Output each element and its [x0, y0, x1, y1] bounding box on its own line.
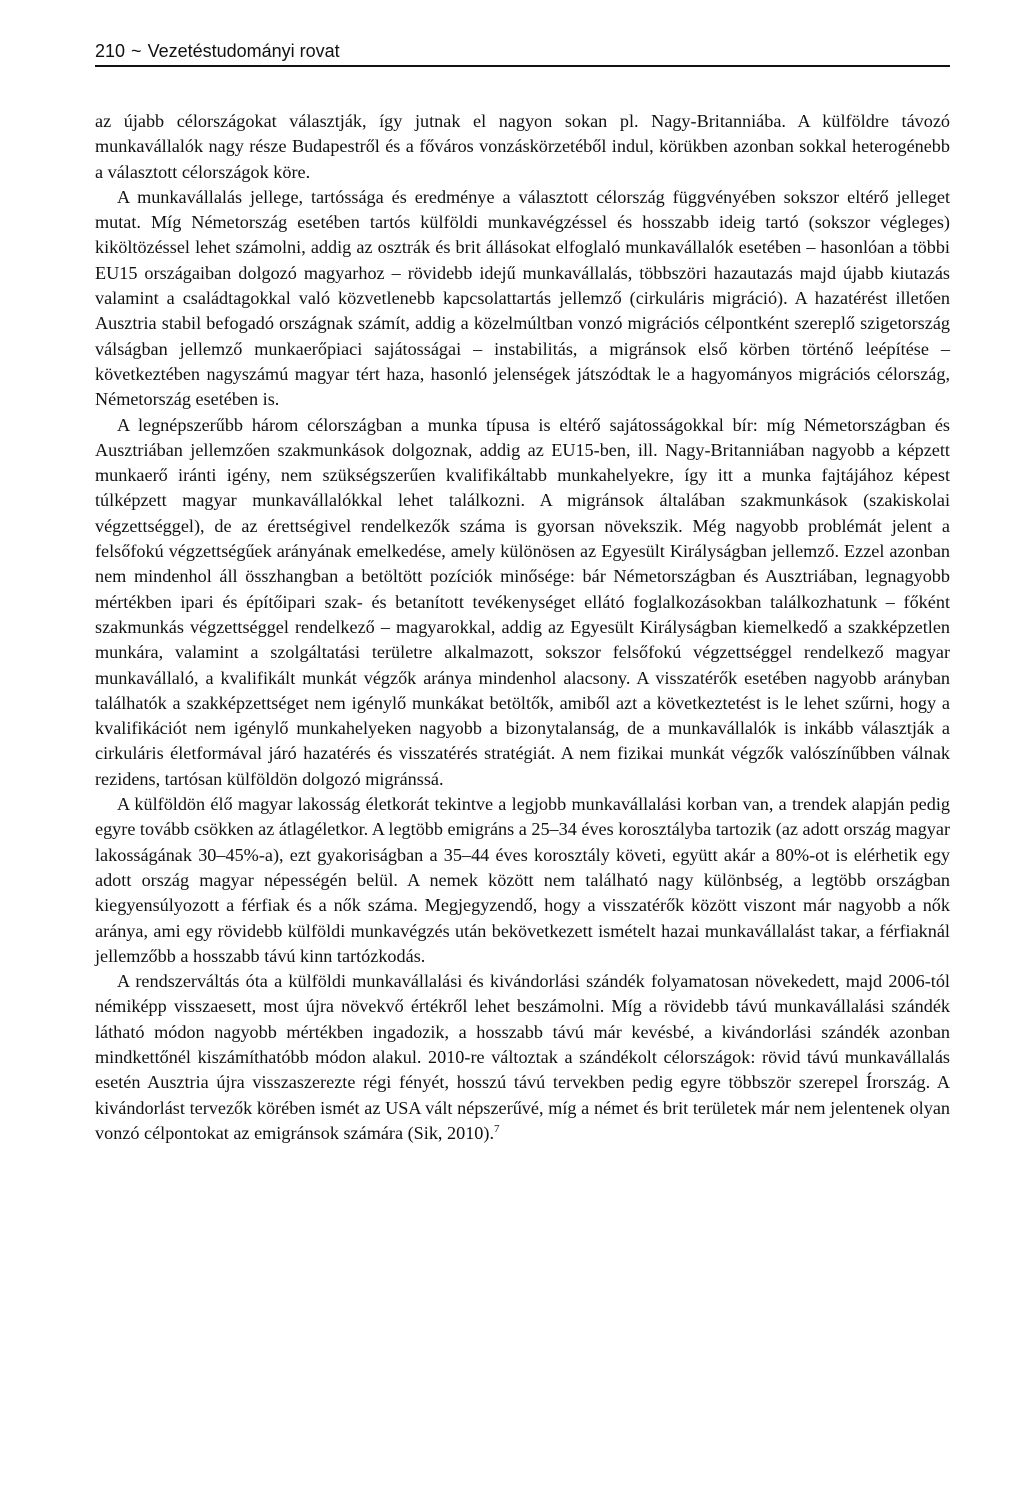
- page-number: 210: [95, 41, 126, 61]
- paragraph-5: [95, 969, 950, 1146]
- running-header: [95, 40, 950, 67]
- footnote-marker: 7: [494, 1122, 500, 1135]
- paragraph-2: A munkavállalás jellege, tartóssága és eredménye a választott célország függvényében sokszor eltérő jelleget mutat. Míg Németország esetében tartós külföldi munkavégzéssel és hosszabb ideig tartó (sokszor végleges) kiköltözéssel lehet számolni, addig az osztrák és brit állásokat elfoglaló munkavállalók esetében – hasonlóan a többi EU15 országaiban dolgozó magyarhoz – rövidebb idejű munkavállalás, többszöri hazautazás majd újabb kiutazás valamint a családtagokkal való közvetlenebb kapcsolattartás jellemző (cirkuláris migráció). A hazatérést illetően Ausztria stabil befogadó országnak számít, addig a közelmúltban vonzó migrációs célpontként szereplő szigetország válságban jellemző munkaerőpiaci sajátosságai – instabilitás, a migránsok első körben történő leépítése – következtében nagyszámú magyar tért haza, hasonló jelenségek játszódtak le a hagyományos migrációs célország, Németország esetében is.: [95, 186, 950, 410]
- paragraph-4: A külföldön élő magyar lakosság életkorát tekintve a legjobb munkavállalási korban van, a trendek alapján pedig egyre tovább csökken az átlagéletkor. A legtöbb emigráns a 25–34 éves korosztályba tartozik (az adott ország magyar lakosságának 30–45%-a), ezt gyakoriságban a 35–44 éves korosztály követi, együtt akár a 80%-ot is elérhetik egy adott ország magyar népességén belül. A nemek között nem található nagy különbség, a legtöbb országban kiegyensúlyozott a férfiak és a nők száma. Megjegyzendő, hogy a visszatérők között viszont már nagyobb a nők aránya, ami egy rövidebb külföldi munkavégzés után bekövetkezett ismételt hazai munkavállalást takar, a férfiaknál jellemzőbb a hosszabb távú kinn tartózkodás.: [95, 794, 951, 966]
- article-body: [95, 109, 950, 1146]
- paragraph-3: A legnépszerűbb három célországban a munka típusa is eltérő sajátosságokkal bír: míg Németországban és Ausztriában jellemzően szakmunkások dolgoznak, addig az EU15-ben, ill. Nagy-Britanniában nagyobb a képzett munkaerő iránti igény, nem szükségszerűen kvalifikáltabb munkahelyekre, így itt a munka fajtájához képest túlképzett magyar munkavállalókkal lehet találkozni. A migránsok általában szakmunkások (szakiskolai végzettséggel), de az érettségivel rendelkezők száma is gyorsan növekszik. Még nagyobb problémát jelent a felsőfokú végzettségűek arányának emelkedése, amely különösen az Egyesült Királyságban jellemző. Ezzel azonban nem mindenhol áll összhangban a betöltött pozíciók minősége: bár Németországban és Ausztriában, legnagyobb mértékben ipari és építőipari szak- és betanított tevékenységet ellátó foglalkozásokban találkozhatunk – főként szakmunkás végzettséggel rendelkező – magyarokkal, addig az Egyesült Királyságban kiemelkedő a szakképzetlen munkára, valamint a szolgáltatási területre alkalmazott, sokszor felsőfokú végzettséggel rendelkező magyar munkavállaló, a kvalifikált munkát végzők aránya mindenhol alacsony. A visszatérők esetében nagyobb arányban találhatók a szakképzettséget nem igénylő munkákat betöltők, amiből azt a következtetést is le lehet szűrni, hogy a kvalifikációt nem igénylő munkahelyeken nagyobb a bizonytalanság, de a munkavállalók is inkább választják a cirkuláris életformával járó hazatérés és visszatérés stratégiát. A nem fizikai munkát végzők valószínűbben válnak rezidens, tartósan külföldön dolgozó migránssá.: [95, 414, 950, 789]
- paragraph-5-text: A rendszerváltás óta a külföldi munkavállalási és kivándorlási szándék folyamatosan növekedett, majd 2006-tól némiképp visszaesett, most újra növekvő értékről lehet beszámolni. Míg a rövidebb távú munkavállalási szándék látható módon nagyobb mértékben ingadozik, a hosszabb távú már kevésbé, a kivándorlási szándék azonban mindkettőnél kiszámíthatóbb módon alakul. 2010-re változtak a szándékolt célországok: rövid távú munkavállalás esetén Ausztria újra visszaszerezte régi fényét, hosszú távú tervekben pedig egyre többször szerepel Írország. A kivándorlást tervezők körében ismét az USA vált népszerűvé, míg a német és brit területek már nem jelentenek olyan vonzó célpontokat az emigránsok számára (Sik, 2010).: [95, 971, 950, 1143]
- section-title: Vezetéstudományi rovat: [147, 41, 340, 61]
- paragraph-1: az újabb célországokat választják, így jutnak el nagyon sokan pl. Nagy-Britanniába. A külföldre távozó munkavállalók nagy része Budapestről és a főváros vonzáskörzetéből indul, körükben azonban sokkal heterogénebb a választott célországok köre.: [95, 111, 950, 182]
- header-separator: ~: [131, 41, 142, 61]
